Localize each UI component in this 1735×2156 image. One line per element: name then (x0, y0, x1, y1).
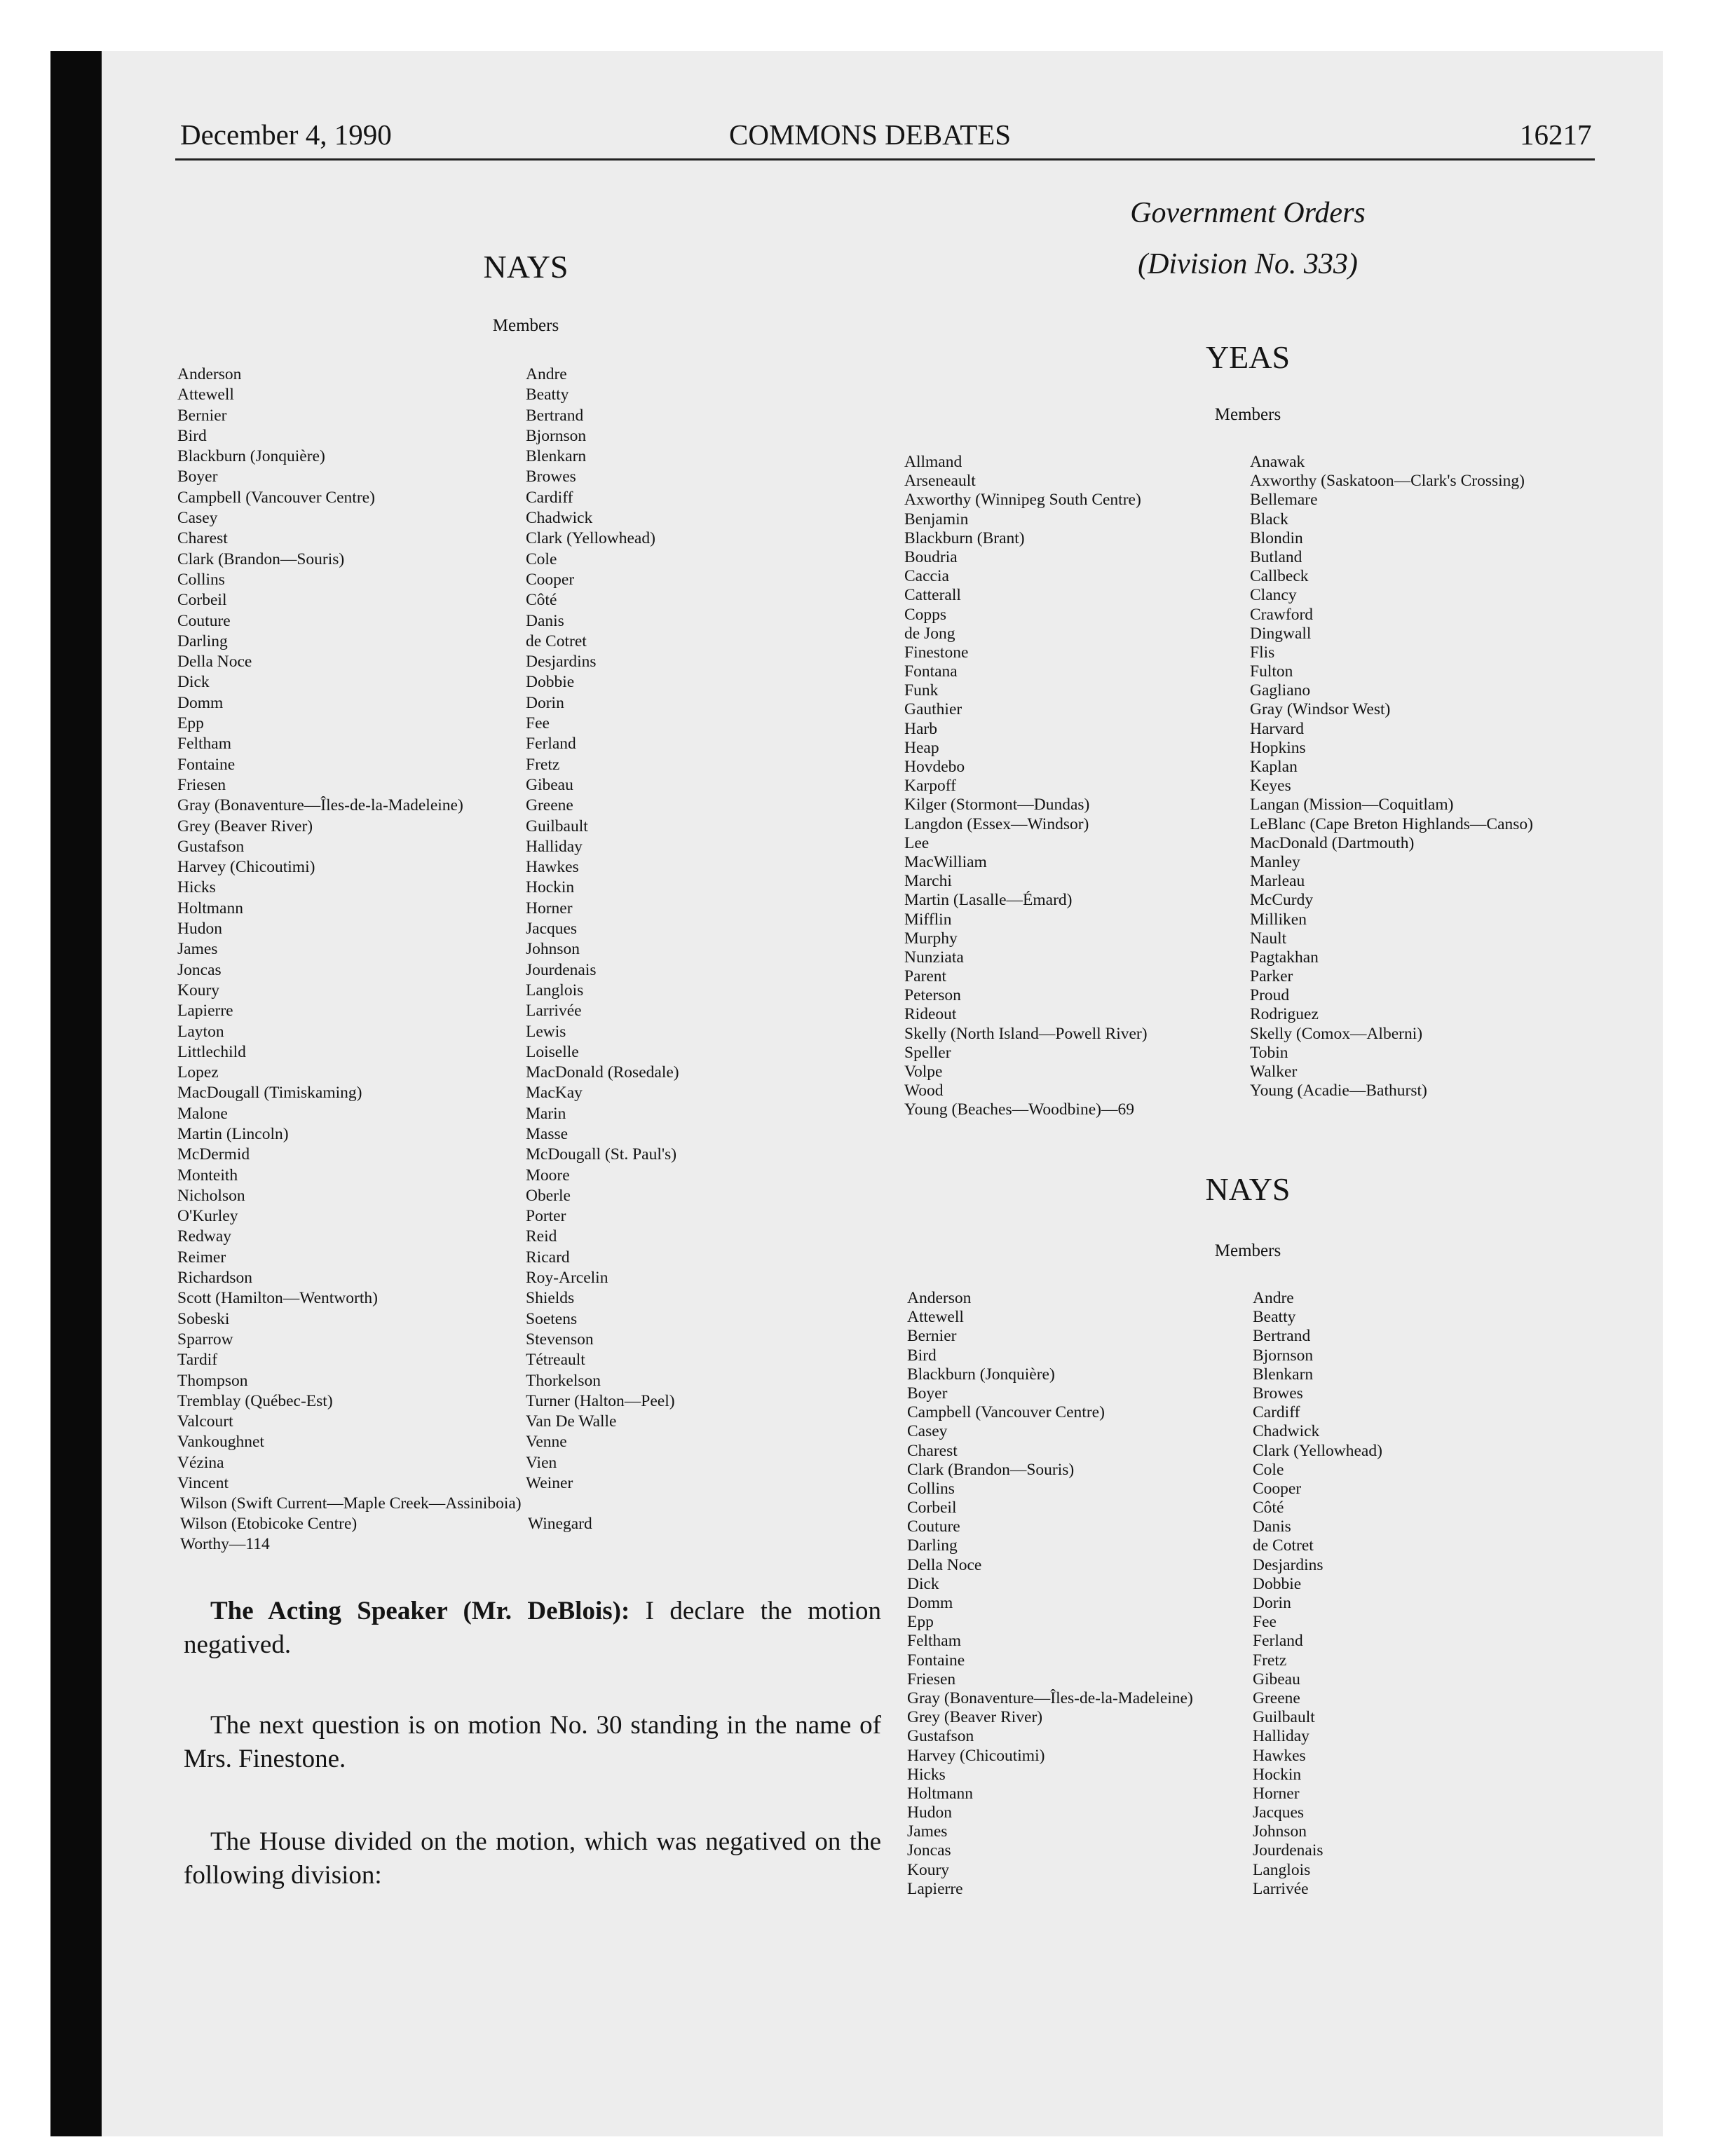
member-name: Dick (907, 1574, 939, 1593)
member-name: Copps (904, 605, 947, 624)
header-page-number: 16217 (1520, 118, 1592, 151)
member-name: Thorkelson (526, 1371, 601, 1390)
member-name: Kaplan (1250, 758, 1298, 776)
header-rule (175, 158, 1595, 161)
member-name: Van De Walle (526, 1412, 617, 1431)
member-name: Rodriguez (1250, 1005, 1319, 1024)
member-name: MacWilliam (904, 852, 987, 871)
member-name: Nault (1250, 929, 1287, 948)
member-name: Guilbault (1253, 1708, 1315, 1727)
member-name: Sobeski (177, 1309, 230, 1328)
member-name: Casey (177, 509, 218, 528)
member-name: Kilger (Stormont—Dundas) (904, 796, 1090, 814)
member-name: Parent (904, 967, 947, 986)
member-name: Andre (526, 365, 567, 383)
member-name: Callbeck (1250, 567, 1309, 586)
member-name: Jacques (1253, 1803, 1305, 1822)
member-name: Stevenson (526, 1330, 594, 1349)
member-name: Tardif (177, 1351, 218, 1370)
member-name: Arseneault (904, 472, 976, 491)
right-nays-names-col2 (1253, 1289, 1382, 1899)
member-name: Manley (1250, 852, 1300, 871)
member-name: Dorin (526, 693, 564, 712)
member-name: Anawak (1250, 453, 1305, 471)
member-name: Charest (907, 1441, 958, 1460)
member-name: Fee (526, 714, 550, 733)
member-name: Porter (526, 1207, 566, 1226)
member-name: Skelly (Comox—Alberni) (1250, 1024, 1423, 1043)
member-name: Friesen (907, 1670, 956, 1688)
member-name: Jacques (526, 920, 578, 939)
member-name: Halliday (526, 837, 583, 856)
member-name: Speller (904, 1043, 951, 1062)
member-name: Hawkes (1253, 1746, 1306, 1765)
member-name: Moore (526, 1166, 570, 1185)
member-name: Langdon (Essex—Windsor) (904, 814, 1089, 833)
acting-speaker-text: I declare the motion negatived. (184, 1597, 882, 1659)
member-name: Casey (907, 1422, 948, 1441)
member-name: Lapierre (177, 1002, 233, 1021)
member-name: Gibeau (1253, 1670, 1300, 1688)
member-name: Oberle (526, 1186, 571, 1205)
member-name: MacDougall (Timiskaming) (177, 1084, 362, 1103)
member-name: Collins (177, 570, 225, 589)
member-name: Clark (Yellowhead) (526, 529, 655, 548)
member-name: Campbell (Vancouver Centre) (177, 488, 375, 507)
member-name: Tétreault (526, 1351, 585, 1370)
member-name: Darling (177, 632, 228, 650)
member-name: Della Noce (177, 653, 252, 671)
member-name: Jourdenais (526, 960, 597, 979)
member-name: Black (1250, 510, 1288, 528)
member-name: Heap (904, 738, 939, 757)
house-divided-paragraph: The House divided on the motion, which was negatived on the following division: (184, 1827, 881, 1890)
member-name: Tobin (1250, 1043, 1288, 1062)
member-name: Parker (1250, 967, 1293, 986)
member-name: Harb (904, 719, 937, 738)
member-name: Danis (1253, 1517, 1291, 1536)
member-name: Hawkes (526, 858, 579, 877)
left-nays-row-a-right: Winegard (528, 1515, 592, 1533)
member-name: Langlois (1253, 1860, 1311, 1879)
member-name: Marleau (1250, 872, 1305, 891)
member-name: Valcourt (177, 1412, 233, 1431)
member-name: Gibeau (526, 775, 573, 794)
member-name: Fee (1253, 1613, 1277, 1632)
member-name: James (177, 940, 218, 959)
member-name: Catterall (904, 586, 961, 605)
member-name: Corbeil (907, 1499, 957, 1517)
member-name: Boyer (177, 468, 218, 486)
member-name: Wood (904, 1082, 944, 1100)
member-name: Desjardins (1253, 1555, 1324, 1574)
member-name: Bjornson (526, 426, 587, 445)
member-name: Charest (177, 529, 228, 548)
member-name: Jourdenais (1253, 1841, 1324, 1860)
member-name: Redway (177, 1227, 232, 1246)
member-name: Mifflin (904, 910, 952, 929)
member-name: Gustafson (907, 1727, 974, 1746)
member-name: Layton (177, 1022, 224, 1041)
member-name: Nicholson (177, 1186, 245, 1205)
member-name: Hopkins (1250, 738, 1306, 757)
left-nays-row-a: Wilson (Etobicoke Centre) (180, 1515, 358, 1533)
left-nays-wide-row: Wilson (Swift Current—Maple Creek—Assiniboia) (180, 1494, 522, 1513)
member-name: Couture (177, 611, 231, 630)
member-name: Browes (1253, 1384, 1303, 1403)
member-name: Clark (Brandon—Souris) (907, 1460, 1075, 1479)
member-name: Bird (177, 426, 207, 445)
member-name: McCurdy (1250, 891, 1314, 910)
member-name: Domm (907, 1594, 953, 1612)
member-name: Loiselle (526, 1042, 579, 1061)
member-name: Bird (907, 1346, 937, 1365)
member-name: Masse (526, 1124, 569, 1143)
member-name: Tremblay (Québec-Est) (177, 1391, 333, 1410)
member-name: Axworthy (Winnipeg South Centre) (904, 491, 1141, 510)
member-name: Koury (177, 981, 220, 999)
member-name: Reimer (177, 1248, 226, 1267)
member-name: Hudon (907, 1803, 952, 1822)
member-name: Roy-Arcelin (526, 1269, 608, 1288)
member-name: James (907, 1822, 948, 1841)
member-name: Cole (1253, 1460, 1284, 1479)
member-name: Richardson (177, 1269, 253, 1288)
member-name: Grey (Beaver River) (177, 817, 313, 835)
member-name: Beatty (1253, 1308, 1296, 1327)
member-name: Langan (Mission—Coquitlam) (1250, 796, 1454, 814)
member-name: Boudria (904, 547, 958, 566)
yeas-heading: YEAS (1205, 339, 1291, 375)
member-name: Allmand (904, 453, 962, 471)
member-name: Fontaine (177, 755, 236, 774)
member-name: Weiner (526, 1474, 573, 1493)
member-name: Langlois (526, 981, 584, 999)
member-name: Danis (526, 611, 564, 630)
member-name: Pagtakhan (1250, 948, 1319, 967)
member-name: Axworthy (Saskatoon—Clark's Crossing) (1250, 472, 1525, 491)
member-name: Beatty (526, 386, 569, 404)
member-name: Young (Beaches—Woodbine)—69 (904, 1100, 1134, 1119)
member-name: Hicks (177, 878, 216, 897)
member-name: Chadwick (1253, 1422, 1320, 1441)
member-name: Cardiff (526, 488, 573, 507)
member-name: Larrivée (1253, 1879, 1309, 1898)
left-members-label: Members (492, 316, 559, 335)
member-name: Soetens (526, 1309, 578, 1328)
member-name: Bertrand (526, 406, 584, 425)
member-name: Proud (1250, 986, 1290, 1005)
member-name: Larrivée (526, 1002, 582, 1021)
member-name: Murphy (904, 929, 958, 948)
member-name: Milliken (1250, 910, 1307, 929)
member-name: Harvey (Chicoutimi) (907, 1746, 1045, 1765)
member-name: Vincent (177, 1474, 229, 1493)
member-name: Greene (526, 796, 573, 815)
left-nays-heading: NAYS (483, 249, 569, 285)
member-name: Volpe (904, 1063, 943, 1081)
member-name: Ferland (1253, 1632, 1303, 1651)
member-name: Blenkarn (526, 447, 587, 466)
member-name: Guilbault (526, 817, 588, 835)
member-name: Walker (1250, 1063, 1298, 1081)
member-name: Littlechild (177, 1042, 246, 1061)
member-name: Vien (526, 1453, 557, 1472)
member-name: Johnson (526, 940, 580, 959)
member-name: Gray (Windsor West) (1250, 700, 1391, 719)
member-name: Blenkarn (1253, 1365, 1314, 1384)
member-name: Blondin (1250, 528, 1303, 547)
member-name: Benjamin (904, 510, 969, 528)
member-name: Horner (526, 899, 573, 917)
member-name: Vankoughnet (177, 1433, 265, 1452)
left-nays-total: Worthy—114 (180, 1535, 270, 1553)
member-name: Desjardins (526, 653, 597, 671)
member-name: Clancy (1250, 586, 1297, 605)
member-name: Feltham (177, 735, 232, 753)
member-name: O'Kurley (177, 1207, 238, 1226)
member-name: Sparrow (177, 1330, 233, 1349)
member-name: Dorin (1253, 1594, 1291, 1612)
member-name: Harvard (1250, 719, 1304, 738)
member-name: Dobbie (526, 673, 575, 692)
section-title: Government Orders (1130, 197, 1366, 229)
member-name: Côté (1253, 1499, 1284, 1517)
member-name: Venne (526, 1433, 567, 1452)
member-name: Harvey (Chicoutimi) (177, 858, 315, 877)
member-name: Flis (1250, 643, 1275, 662)
division-number: (Division No. 333) (1138, 248, 1358, 280)
member-name: McDougall (St. Paul's) (526, 1145, 677, 1164)
member-name: Bellemare (1250, 491, 1318, 510)
member-name: Friesen (177, 775, 226, 794)
member-name: Karpoff (904, 777, 956, 796)
member-name: Butland (1250, 547, 1302, 566)
member-name: Dick (177, 673, 210, 692)
member-name: Cooper (1253, 1479, 1302, 1498)
member-name: Gauthier (904, 700, 962, 719)
member-name: Koury (907, 1860, 950, 1879)
member-name: Darling (907, 1536, 958, 1555)
yeas-members-label: Members (1214, 405, 1281, 424)
member-name: Thompson (177, 1371, 248, 1390)
member-name: Joncas (907, 1841, 951, 1860)
member-name: Cole (526, 550, 557, 568)
member-name: Fulton (1250, 662, 1293, 681)
member-name: Gagliano (1250, 681, 1311, 700)
right-nays-heading: NAYS (1205, 1171, 1291, 1207)
member-name: Monteith (177, 1166, 238, 1185)
member-name: Clark (Brandon—Souris) (177, 550, 345, 568)
acting-speaker-paragraph (184, 1595, 881, 1662)
member-name: Epp (907, 1613, 934, 1632)
member-name: Holtmann (907, 1784, 973, 1803)
member-name: Joncas (177, 960, 222, 979)
member-name: Vézina (177, 1453, 224, 1472)
member-name: Corbeil (177, 591, 227, 610)
member-name: Clark (Yellowhead) (1253, 1441, 1382, 1460)
member-name: Lapierre (907, 1879, 963, 1898)
member-name: Nunziata (904, 948, 964, 967)
member-name: Funk (904, 681, 939, 700)
member-name: Holtmann (177, 899, 243, 917)
member-name: Côté (526, 591, 557, 610)
member-name: Fretz (526, 755, 560, 774)
member-name: Boyer (907, 1384, 948, 1403)
member-name: Gustafson (177, 837, 245, 856)
scan-binding-edge (50, 51, 102, 2136)
member-name: Scott (Hamilton—Wentworth) (177, 1289, 378, 1308)
next-question-paragraph: The next question is on motion No. 30 standing in the name of Mrs. Finestone. (184, 1711, 881, 1773)
member-name: Gray (Bonaventure—Îles-de-la-Madeleine) (177, 796, 463, 815)
member-name: Bertrand (1253, 1327, 1311, 1346)
member-name: LeBlanc (Cape Breton Highlands—Canso) (1250, 814, 1533, 833)
member-name: Andre (1253, 1289, 1294, 1307)
member-name: Crawford (1250, 605, 1314, 624)
member-name: Bernier (177, 406, 227, 425)
member-name: Bjornson (1253, 1346, 1314, 1365)
member-name: Dobbie (1253, 1574, 1302, 1593)
member-name: Johnson (1253, 1822, 1307, 1841)
member-name: Halliday (1253, 1727, 1309, 1746)
member-name: Couture (907, 1517, 960, 1536)
member-name: Martin (Lasalle—Émard) (904, 891, 1073, 910)
member-name: Attewell (177, 386, 234, 404)
member-name: Hicks (907, 1765, 946, 1784)
member-name: Hockin (1253, 1765, 1302, 1784)
member-name: Finestone (904, 643, 969, 662)
member-name: de Cotret (1253, 1536, 1314, 1555)
member-name: Blackburn (Jonquière) (907, 1365, 1055, 1384)
yeas-names-col1 (904, 453, 1148, 1120)
member-name: Skelly (North Island—Powell River) (904, 1024, 1148, 1043)
member-name: Lee (904, 833, 930, 852)
member-name: Bernier (907, 1327, 957, 1346)
member-name: Fontaine (907, 1651, 965, 1670)
member-name: Young (Acadie—Bathurst) (1250, 1082, 1427, 1100)
member-name: Shields (526, 1289, 575, 1308)
member-name: Anderson (907, 1289, 972, 1307)
header-publication: COMMONS DEBATES (729, 118, 1012, 151)
member-name: Reid (526, 1227, 557, 1246)
member-name: MacDonald (Dartmouth) (1250, 833, 1415, 852)
member-name: Greene (1253, 1688, 1300, 1707)
member-name: Fontana (904, 662, 958, 681)
member-name: Collins (907, 1479, 955, 1498)
member-name: Campbell (Vancouver Centre) (907, 1403, 1105, 1422)
header-date: December 4, 1990 (180, 118, 392, 151)
member-name: Browes (526, 468, 576, 486)
member-name: de Cotret (526, 632, 587, 650)
right-nays-names-col1 (907, 1289, 1193, 1899)
member-name: Feltham (907, 1632, 962, 1651)
member-name: Blackburn (Brant) (904, 528, 1025, 547)
member-name: Hovdebo (904, 758, 965, 776)
member-name: Anderson (177, 365, 242, 383)
member-name: McDermid (177, 1145, 250, 1164)
member-name: Cardiff (1253, 1403, 1300, 1422)
member-name: Epp (177, 714, 204, 733)
member-name: Grey (Beaver River) (907, 1708, 1043, 1727)
member-name: MacKay (526, 1084, 583, 1103)
left-nays-names-col1 (177, 364, 463, 1494)
member-name: Rideout (904, 1005, 957, 1024)
member-name: Fretz (1253, 1651, 1287, 1670)
member-name: Marchi (904, 872, 952, 891)
member-name: Horner (1253, 1784, 1300, 1803)
member-name: Ferland (526, 735, 576, 753)
member-name: Malone (177, 1104, 228, 1123)
member-name: Hudon (177, 920, 222, 939)
member-name: Chadwick (526, 509, 593, 528)
member-name: Dingwall (1250, 624, 1312, 643)
member-name: Hockin (526, 878, 575, 897)
member-name: Peterson (904, 986, 961, 1005)
member-name: Martin (Lincoln) (177, 1124, 289, 1143)
member-name: Lewis (526, 1022, 566, 1041)
left-nays-names-col2 (526, 364, 679, 1494)
member-name: Lopez (177, 1063, 219, 1082)
member-name: Ricard (526, 1248, 570, 1267)
member-name: Keyes (1250, 777, 1291, 796)
member-name: MacDonald (Rosedale) (526, 1063, 679, 1082)
member-name: Marin (526, 1104, 566, 1123)
acting-speaker-label: The Acting Speaker (Mr. DeBlois): (210, 1597, 630, 1625)
right-nays-members-label: Members (1214, 1241, 1281, 1260)
member-name: Cooper (526, 570, 575, 589)
member-name: Turner (Halton—Peel) (526, 1391, 675, 1410)
member-name: Attewell (907, 1308, 964, 1327)
member-name: Della Noce (907, 1555, 982, 1574)
yeas-names-col2 (1250, 453, 1533, 1100)
member-name: Gray (Bonaventure—Îles-de-la-Madeleine) (907, 1688, 1193, 1707)
member-name: Caccia (904, 567, 949, 586)
member-name: de Jong (904, 624, 955, 643)
member-name: Blackburn (Jonquière) (177, 447, 325, 466)
member-name: Domm (177, 693, 224, 712)
